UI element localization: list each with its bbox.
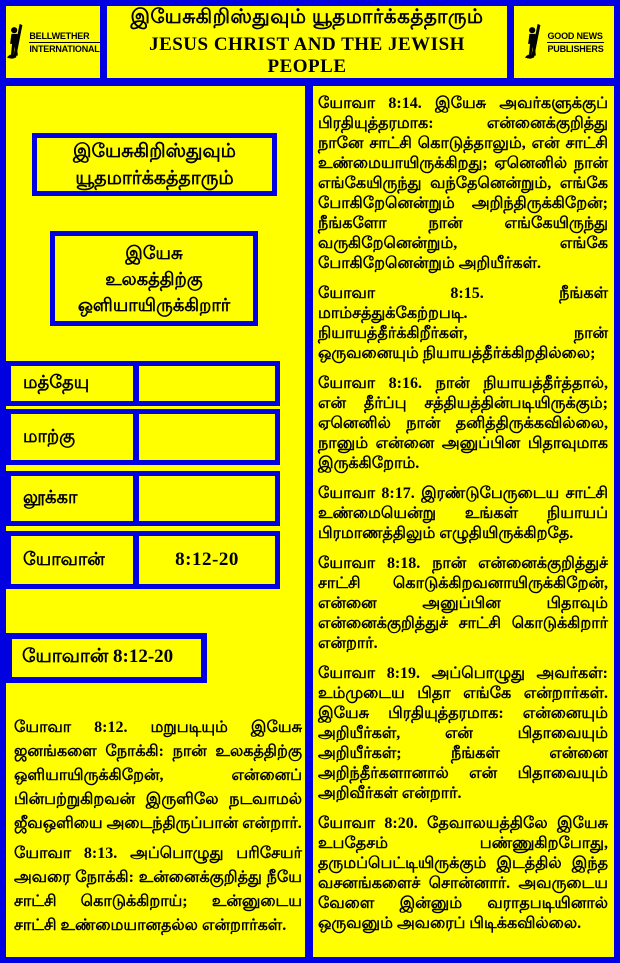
verse-paragraph	[318, 284, 608, 364]
good-news-logo-line1: GOOD NEWS	[547, 30, 603, 41]
verse-ref: யோவா 8:15.	[318, 285, 484, 302]
theme-line2: உலகத்திற்கு	[105, 268, 203, 289]
table-row	[6, 409, 280, 465]
verse-paragraph	[14, 842, 302, 938]
tract-title-line2: யூதமார்க்கத்தாரும்	[75, 167, 234, 189]
gospel-label-mark: மாற்கு	[11, 414, 139, 460]
gospel-value-matthew	[139, 366, 275, 401]
page-border-right	[614, 0, 620, 963]
good-news-figure-icon	[524, 22, 544, 62]
gospel-value-luke	[139, 476, 275, 521]
theme-box	[50, 231, 258, 326]
theme-line1: இயேசு	[125, 242, 183, 263]
table-row	[6, 471, 280, 526]
table-row	[6, 361, 280, 406]
header-divider-left	[100, 0, 107, 86]
header-divider-right	[507, 0, 514, 86]
tract-title-box	[32, 133, 277, 196]
gospel-label-john: யோவான்	[11, 536, 139, 584]
verse-paragraph	[318, 814, 608, 934]
verse-ref: யோவா 8:14.	[318, 95, 422, 112]
header-title-tamil: இயேசுகிறிஸ்துவும் யூதமார்க்கத்தாரும்	[130, 6, 484, 28]
good-news-logo	[514, 6, 614, 78]
verse-text: நான் நியாயத்தீர்த்தால், என் தீர்ப்பு சத்தியத்தின்படியிருக்கும்; ஏனெனில் நான் தனித்திருக்கவில்லை, நானும் என்னை அனுப்பின பிதாவுமாக இருக்கிறோம்.	[318, 375, 608, 472]
verse-text: நீங்கள் மாம்சத்துக்கேற்றபடி. நியாயத்தீர்க்கிறீர்கள், நான் ஒருவனையும் நியாயத்தீர்க்கிறதில்லை;	[318, 285, 608, 362]
bellwether-logo-line1: BELLWETHER	[29, 30, 99, 43]
verse-ref: யோவா 8:17.	[318, 485, 415, 502]
bellwether-logo	[6, 6, 100, 78]
table-row	[6, 531, 280, 589]
gospel-label-matthew: மத்தேயு	[11, 366, 139, 401]
verse-text: அப்பொழுது அவர்கள்: உம்முடைய பிதா எங்கே என்றார்கள். இயேசு பிரதியுத்தரமாக: என்னையும் அறியீர்கள், என் பிதாவையும் அறியீர்கள்; நீங்கள் என்னை அறிந்தீர்களானால் என் பிதாவையும் அறிவீர்கள் என்றார்.	[318, 665, 608, 802]
verse-text: மறுபடியும் இயேசு ஜனங்களை நோக்கி: நான் உலகத்திற்கு ஒளியாயிருக்கிறேன், என்னைப் பின்பற்றுகிறவன் இருளிலே நடவாமல் ஜீவஒளியை அடைந்திருப்பான் என்றார்.	[14, 719, 302, 832]
verse-ref: யோவா 8:12.	[14, 719, 128, 736]
verse-paragraph	[318, 94, 608, 274]
gospel-label-luke: லூக்கா	[11, 476, 139, 521]
header-title-english: JESUS CHRIST AND THE JEWISH PEOPLE	[149, 34, 465, 77]
right-column	[318, 94, 608, 944]
verse-text: இயேசு அவர்களுக்குப் பிரதியுத்தரமாக: என்னைக்குறித்து நானே சாட்சி கொடுத்தாலும், என் சாட்சி உண்மையாயிருக்கிறது; ஏனெனில் நான் எங்கேயிருந்து வந்தேனென்றும், எங்கே போகிறேனென்றும் அறிந்திருக்கிறேன்; நீங்களோ நான் எங்கேயிருந்து வருகிறேனென்றும், எங்கே போகிறேனென்றும் அறியீர்கள்.	[318, 95, 608, 272]
verse-paragraph	[318, 664, 608, 804]
verse-text: அப்பொழுது பரிசேயர் அவரை நோக்கி: உன்னைக்குறித்து நீயே சாட்சி கொடுக்கிறாய்; உன்னுடைய சாட்சி உண்மையானதல்ல என்றார்கள்.	[14, 845, 303, 934]
tract-title-line1: இயேசுகிறிஸ்துவும்	[73, 140, 236, 162]
verse-paragraph	[14, 716, 302, 836]
verse-ref: யோவா 8:18.	[318, 555, 421, 572]
column-divider	[305, 78, 313, 957]
verse-ref: யோவா 8:20.	[318, 815, 418, 832]
gospel-value-john: 8:12-20	[175, 549, 239, 570]
verse-text: இரண்டுபேருடைய சாட்சி உண்மையென்று உங்கள் நியாயப் பிரமாணத்திலும் எழுதியிருக்கிறதே.	[318, 485, 609, 542]
verse-ref: யோவா 8:16.	[318, 375, 422, 392]
bellwether-figure-icon	[6, 22, 26, 62]
verse-paragraph	[318, 484, 608, 544]
verse-text: தேவாலயத்திலே இயேசு உபதேசம் பண்ணுகிறபோது, தருமப்பெட்டியிருக்கும் இடத்தில் இந்த வசனங்களைச் சொன்னார். அவருடைய வேளை இன்னும் வராதபடியினால் ஒருவனும் அவரைப் பிடிக்கவில்லை.	[318, 815, 609, 932]
good-news-logo-line2: PUBLISHERS	[547, 43, 604, 54]
page-border-bottom	[0, 957, 620, 963]
bellwether-logo-line2: INTERNATIONAL	[29, 43, 100, 54]
verse-ref: யோவா 8:19.	[318, 665, 421, 682]
verse-ref: யோவா 8:13.	[14, 845, 118, 862]
verse-paragraph	[318, 374, 608, 474]
verse-paragraph	[318, 554, 608, 654]
theme-line3: ஒளியாயிருக்கிறார்	[77, 294, 231, 315]
verse-text: நான் என்னைக்குறித்துச் சாட்சி கொடுக்கிறவனாயிருக்கிறேன், என்னை அனுப்பின பிதாவும் என்னைக்குறித்துச் சாட்சி கொடுக்கிறார் என்றார்.	[318, 555, 608, 652]
gospel-value-mark	[139, 414, 275, 460]
header-title-block	[107, 6, 507, 78]
section-heading: யோவான் 8:12-20	[6, 633, 207, 683]
